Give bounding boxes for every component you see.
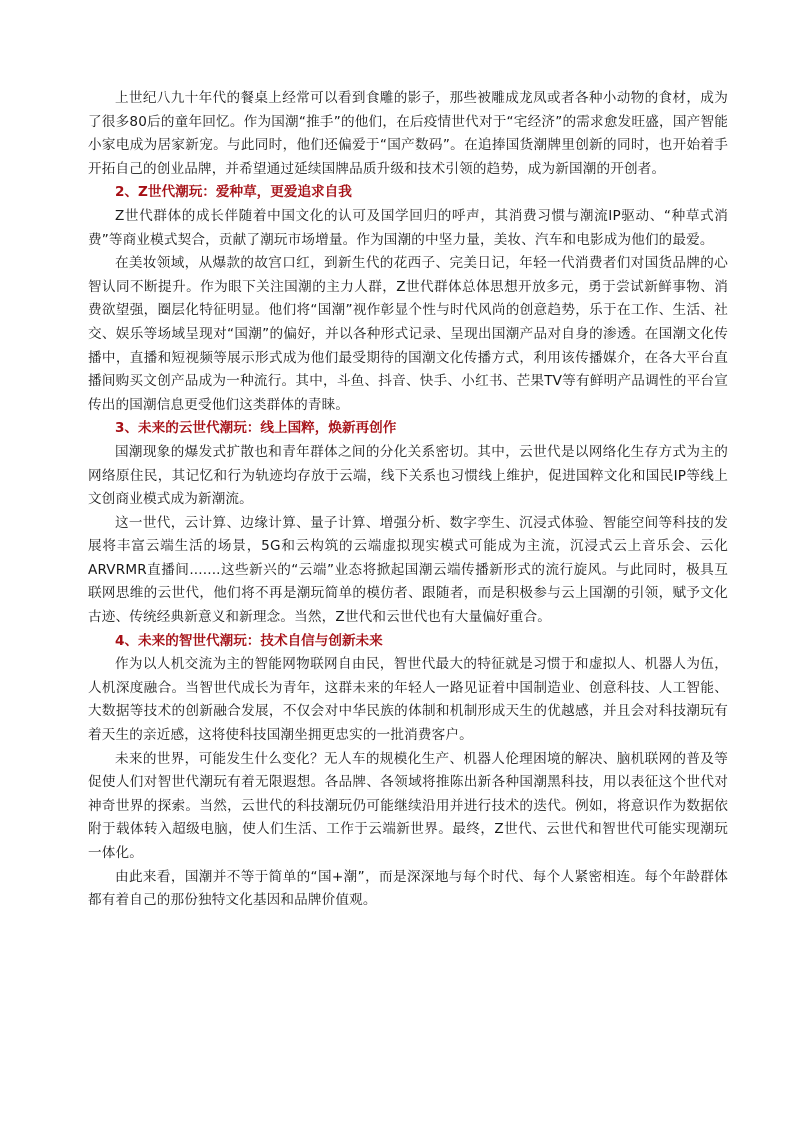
section-heading-z-generation: 2、Z世代潮玩：爱种草，更爱追求自我: [115, 184, 352, 201]
paragraph-z-generation-beauty: 在美妆领域，从爆款的故宫口红，到新生代的花西子、完美日记，年轻一代消费者们对国货品牌的心智认同不断提升。作为眼下关注国潮的主力人群，Z世代群体总体思想开放多元，勇于尝试新鲜事物、消费欲望强，圈层化特征明显。他们将“国潮”视作彰显个性与时代风尚的创意趋势，乐于在工作、生活、社交、娱乐等场域呈现对“国潮”的偏好，并以各种形式记录、呈现出国潮产品对自身的渗透。在国潮文化传播中，直播和短视频等展示形式成为他们最受期待的国潮文化传播方式，利用该传播媒介，在各大平台直播间购买文创产品成为一种流行。其中，斗鱼、抖音、快手、小红书、芒果TV等有鲜明产品调性的平台宣传出的国潮信息更受他们这类群体的青睐。: [88, 255, 728, 413]
section-heading-cloud-generation: 3、未来的云世代潮玩：线上国粹，焕新再创作: [115, 420, 397, 437]
paragraph-future-world: 未来的世界，可能发生什么变化？无人车的规模化生产、机器人伦理困境的解决、脑机联网的普及等促使人们对智世代潮玩有着无限遐想。各品牌、各领域将推陈出新各种国潮黑科技，用以表征这个世代对神奇世界的探索。当然，云世代的科技潮玩仍可能继续沿用并进行技术的迭代。例如，将意识作为数据依附于载体转入超级电脑，使人们生活、工作于云端新世界。最终，Z世代、云世代和智世代可能实现潮玩一体化。: [88, 750, 728, 861]
paragraph-smart-generation-intro: 作为以人机交流为主的智能网物联网自由民，智世代最大的特征就是习惯于和虚拟人、机器人为伍，人机深度融合。当智世代成长为青年，这群未来的年轻人一路见证着中国制造业、创意科技、人工智能、大数据等技术的创新融合发展，不仅会对中华民族的体制和机制形成天生的优越感，并且会对科技潮玩有着天生的亲近感，这将使科技国潮坐拥更忠实的一批消费客户。: [88, 656, 728, 744]
document-body: [88, 87, 728, 913]
section-heading-smart-generation: 4、未来的智世代潮玩：技术自信与创新未来: [115, 632, 383, 649]
paragraph-cloud-generation-tech: 这一世代，云计算、边缘计算、量子计算、增强分析、数字孪生、沉浸式体验、智能空间等科技的发展将丰富云端生活的场景，5G和云构筑的云端虚拟现实模式可能成为主流，沉浸式云上音乐会、云化ARVRMR直播间.......这些新兴的“云端”业态将掀起国潮云端传播新形式的流行旋风。与此同时，极具互联网思维的云世代，他们将不再是潮玩简单的模仿者、跟随者，而是积极参与云上国潮的引领，赋予文化古迹、传统经典新意义和新理念。当然，Z世代和云世代也有大量偏好重合。: [88, 514, 728, 626]
paragraph-z-generation-intro: Z世代群体的成长伴随着中国文化的认可及国学回归的呼声，其消费习惯与潮流IP驱动、“种草式消费”等商业模式契合，贡献了潮玩市场增量。作为国潮的中坚力量，美妆、汽车和电影成为他们的最爱。: [88, 207, 728, 248]
paragraph-80s-generation: 上世纪八九十年代的餐桌上经常可以看到食雕的影子，那些被雕成龙凤或者各种小动物的食材，成为了很多80后的童年回忆。作为国潮“推手”的他们，在后疫情世代对于“宅经济”的需求愈发旺盛，国产智能小家电成为居家新宠。与此同时，他们还偏爱于“国产数码”。在追捧国货潮牌里创新的同时，也开始着手开拓自己的创业品牌，并希望通过延续国牌品质升级和技术引领的趋势，成为新国潮的开创者。: [88, 90, 728, 177]
paragraph-conclusion: 由此来看，国潮并不等于简单的“国+潮”，而是深深地与每个时代、每个人紧密相连。每个年龄群体都有着自己的那份独特文化基因和品牌价值观。: [88, 868, 728, 909]
paragraph-cloud-generation-intro: 国潮现象的爆发式扩散也和青年群体之间的分化关系密切。其中，云世代是以网络化生存方式为主的网络原住民，其记忆和行为轨迹均存放于云端，线下关系也习惯线上维护，促进国粹文化和国民IP等线上文创商业模式成为新潮流。: [88, 443, 728, 508]
